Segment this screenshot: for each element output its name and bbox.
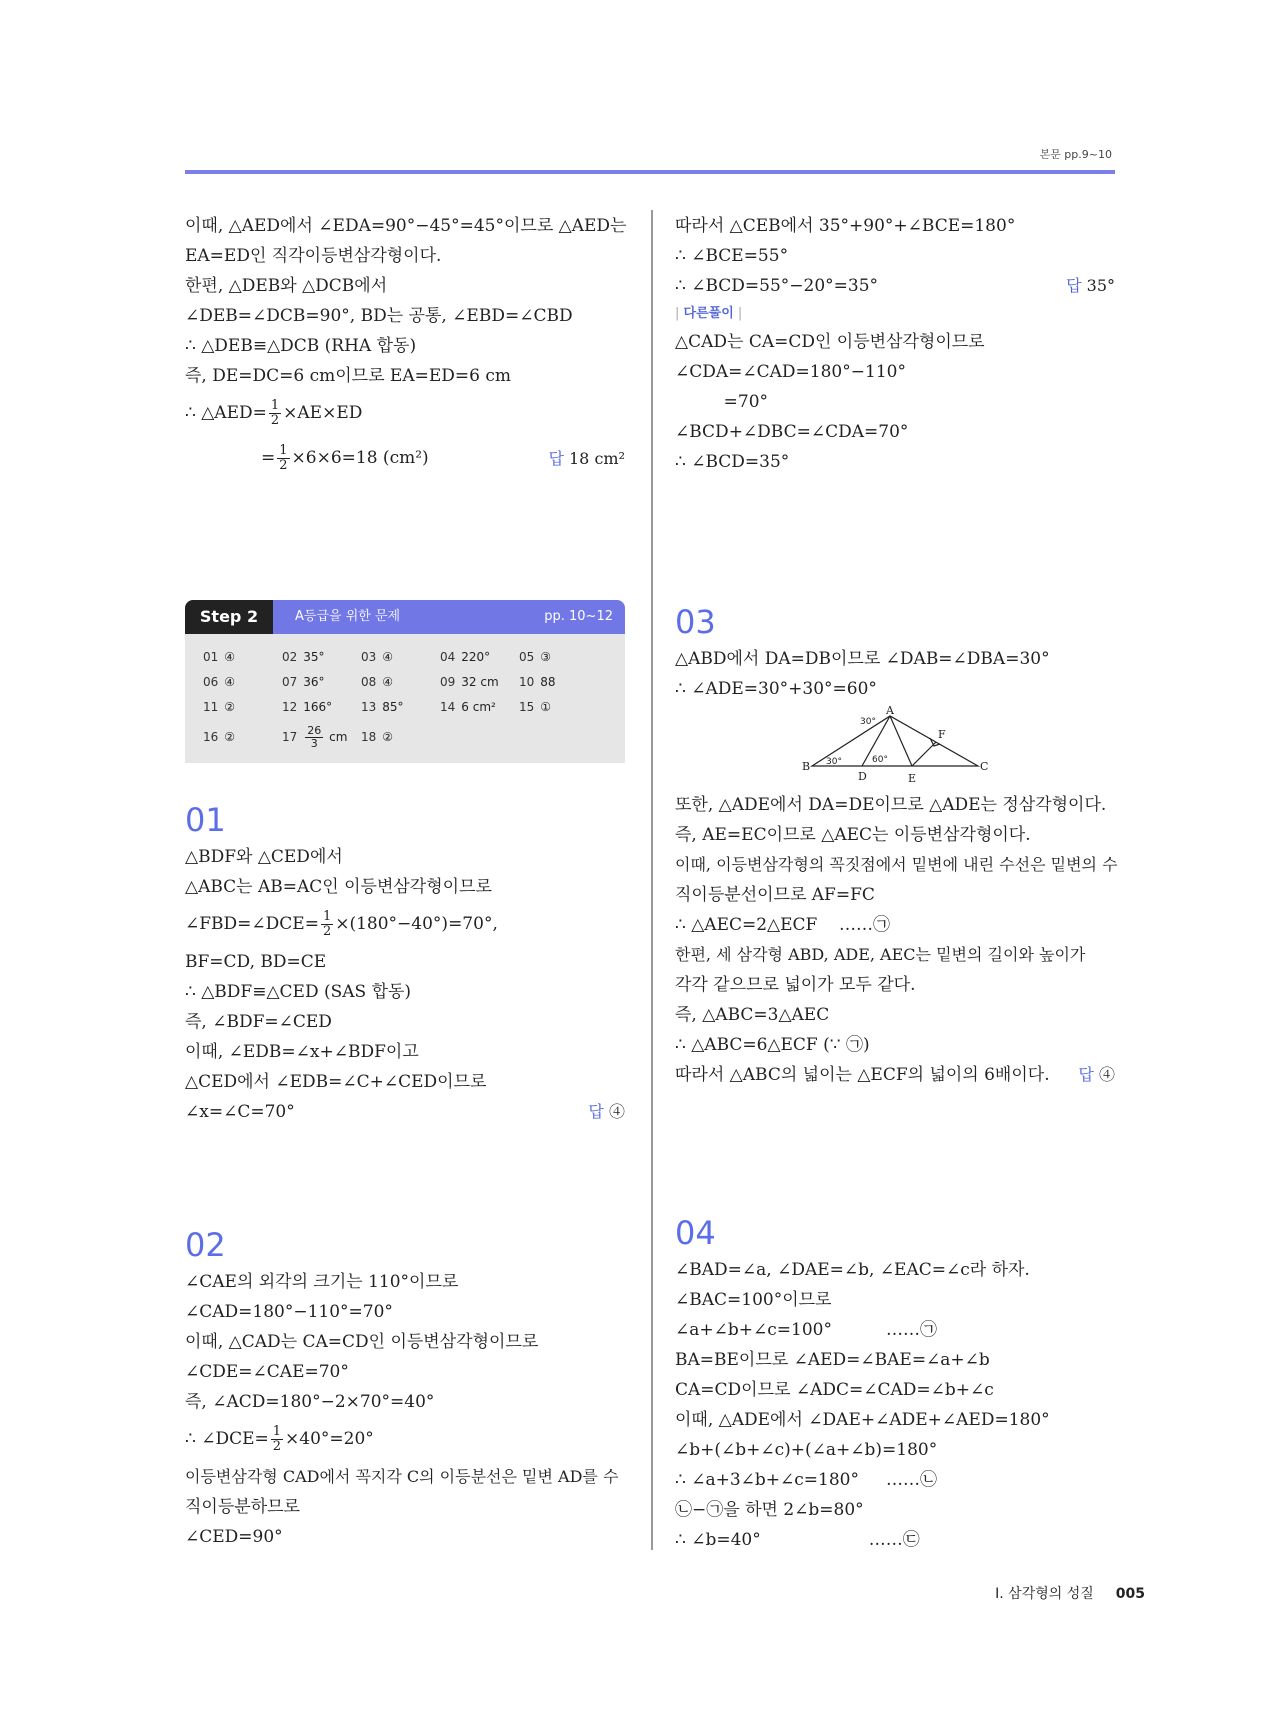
answer-cell [440, 700, 519, 714]
text-line: BA=BE이므로 ∠AED=∠BAE=∠a+∠b [675, 1350, 990, 1370]
area-formula [185, 391, 625, 436]
label-c: C [980, 760, 989, 773]
q-number: 18 [361, 730, 377, 744]
label-a: A [886, 706, 894, 717]
answer-label: 답 [1078, 1065, 1094, 1084]
angle-label: 30° [826, 757, 842, 767]
formula-rest: ×(180°−40°)=70°, [335, 914, 498, 934]
fbd-formula [185, 902, 625, 947]
q-answer: ② [224, 699, 236, 714]
q-answer: 36° [303, 674, 325, 689]
step2-pages: pp. 10~12 [544, 609, 613, 624]
q-number: 03 [361, 649, 377, 664]
answer-cell [440, 650, 519, 664]
answer-label: 답 [548, 449, 564, 468]
q-answer: 85° [382, 699, 404, 714]
text-line [675, 271, 1115, 301]
q-answer: 166° [303, 699, 333, 714]
text-line: ∴ △BDF≡△CED (SAS 합동) [185, 982, 412, 1002]
angle-label: 30° [860, 717, 876, 727]
problem-number: 01 [185, 801, 226, 839]
answer-cell [519, 700, 598, 714]
text-line: ∠CDA=∠CAD=180°−110° [675, 362, 906, 382]
q-number: 15 [519, 699, 535, 714]
problem-number: 04 [675, 1214, 716, 1252]
page-number: 005 [1115, 1586, 1145, 1602]
fraction-denominator: 2 [272, 1439, 282, 1454]
answer-cell [361, 650, 440, 664]
answer [1078, 1060, 1115, 1090]
q-answer: ④ [224, 674, 236, 689]
answer-cell [282, 650, 361, 664]
text-line: ㉡−㉠을 하면 2∠b=80° [675, 1500, 864, 1520]
answer-cell [361, 730, 440, 744]
fraction-numerator: 1 [279, 443, 288, 458]
solution-02 [185, 1225, 625, 1552]
answer-cell [203, 650, 282, 664]
text-line: ∴ △ABC=6△ECF (∵ ㉠) [675, 1035, 870, 1055]
fraction [269, 399, 281, 428]
text-line: ∠CAE의 외각의 크기는 110°이므로 [185, 1272, 459, 1292]
q-unit: cm [329, 729, 348, 744]
fraction-denominator: 2 [270, 413, 280, 428]
formula-prefix: ∴ △AED= [185, 403, 267, 423]
q-number: 10 [519, 674, 535, 689]
text-line [185, 1097, 625, 1127]
text-line: 한편, 세 삼각형 ABD, ADE, AEC는 밑변의 길이와 높이가 [675, 945, 1086, 964]
fraction-numerator: 1 [322, 909, 332, 924]
q-answer: ② [224, 730, 236, 744]
chapter-title: I. 삼각형의 성질 [995, 1586, 1094, 1602]
text-line: △ABD에서 DA=DB이므로 ∠DAB=∠DBA=30° [675, 649, 1050, 669]
q-number: 17 [282, 729, 298, 744]
label-b: B [802, 760, 811, 773]
q-number: 09 [440, 674, 456, 689]
text-line: ∠BAD=∠a, ∠DAE=∠b, ∠EAC=∠c라 하자. [675, 1260, 1030, 1280]
text-line: ∴ ∠b=40° ……㉢ [675, 1530, 920, 1550]
formula-prefix: ∴ ∠DCE= [185, 1429, 269, 1449]
text-line: 직이등분선이므로 AF=FC [675, 885, 875, 905]
fraction-numerator: 1 [272, 1424, 282, 1439]
text-line: 이때, 이등변삼각형의 꼭짓점에서 밑변에 내린 수선은 밑변의 수 [675, 855, 1118, 874]
label-text: 다른풀이 [683, 306, 734, 321]
solution-04 [675, 1213, 1115, 1555]
left-top-block [185, 211, 625, 481]
q-answer: ② [382, 730, 394, 744]
triangle-figure [800, 706, 990, 786]
text-line: ∴ ∠a+3∠b+∠c=180° ……㉡ [675, 1470, 938, 1490]
text-line: ∠CED=90° [185, 1527, 283, 1547]
q-number: 01 [203, 649, 219, 664]
q-answer: ③ [540, 649, 552, 664]
q-number: 14 [440, 699, 456, 714]
answer-value: 18 cm² [569, 449, 625, 468]
answer-row [203, 669, 607, 694]
text-line: 이때, ∠EDB=∠x+∠BDF이고 [185, 1042, 419, 1062]
fraction-denominator: 2 [322, 924, 332, 939]
solution-03 [675, 602, 1118, 1090]
q-number: 04 [440, 649, 456, 664]
answer-value: ④ [608, 1102, 625, 1121]
text-line: 이때, △AED에서 ∠EDA=90°−45°=45°이므로 △AED는 [185, 216, 627, 236]
header-rule [185, 170, 1115, 174]
text-line: ∠CAD=180°−110°=70° [185, 1302, 393, 1322]
segment-ae [890, 716, 912, 766]
text-line: ∠BCD+∠DBC=∠CDA=70° [675, 422, 909, 442]
page-reference: 본문 pp.9~10 [1039, 148, 1112, 161]
text-line: EA=ED인 직각이등변삼각형이다. [185, 246, 442, 266]
q-answer: 220° [461, 649, 491, 664]
fraction [277, 444, 289, 473]
step2-header [185, 600, 625, 634]
answer-row [203, 694, 607, 719]
fraction-denominator: 3 [310, 736, 318, 750]
step2-answer-box [185, 600, 625, 763]
formula-rest: ×AE×ED [283, 403, 363, 423]
answer-cell [361, 700, 440, 714]
problem-number: 03 [675, 603, 716, 641]
answer-cell [282, 675, 361, 689]
angle-label: 60° [872, 755, 888, 765]
text-line: 이때, △CAD는 CA=CD인 이등변삼각형이므로 [185, 1332, 539, 1352]
q-number: 07 [282, 674, 298, 689]
q-number: 02 [282, 649, 298, 664]
label-f: F [938, 728, 946, 741]
step2-tag: Step 2 [185, 600, 273, 634]
q-number: 11 [203, 699, 219, 714]
text-line: ∴ △DEB≡△DCB (RHA 합동) [185, 336, 417, 356]
right-top-block [675, 211, 1115, 477]
fraction-numerator: 1 [270, 398, 280, 413]
text-line: ∠BAC=100°이므로 [675, 1290, 832, 1310]
text-line: ∠a+∠b+∠c=100° ……㉠ [675, 1320, 937, 1340]
q-answer: ① [540, 699, 552, 714]
text-line: ∠b+(∠b+∠c)+(∠a+∠b)=180° [675, 1440, 938, 1460]
text-line: 즉, AE=EC이므로 △AEC는 이등변삼각형이다. [675, 825, 1031, 845]
segment-ef [912, 742, 936, 766]
q-number: 06 [203, 674, 219, 689]
q-number: 13 [361, 699, 377, 714]
column-divider [651, 210, 653, 1550]
text-line: △BDF와 △CED에서 [185, 847, 343, 867]
answer-cell [361, 675, 440, 689]
answer-row [203, 719, 607, 755]
answer-cell [440, 675, 519, 689]
q-answer: 32 cm [461, 674, 499, 689]
answer-row [203, 644, 607, 669]
text-line: △CAD는 CA=CD인 이등변삼각형이므로 [675, 332, 985, 352]
q-number: 08 [361, 674, 377, 689]
formula-prefix: = [261, 448, 276, 468]
text-line: 이등변삼각형 CAD에서 꼭지각 C의 이등분선은 밑변 AD를 수 [185, 1467, 619, 1486]
text-line: 직이등분하므로 [185, 1497, 300, 1517]
text-line: 따라서 △CEB에서 35°+90°+∠BCE=180° [675, 216, 1016, 236]
q-answer: 35° [303, 649, 325, 664]
text-line: ∴ ∠ADE=30°+30°=60° [675, 679, 877, 699]
title-text: A등급을 위한 문제 [295, 609, 401, 624]
answer [588, 1097, 625, 1127]
answer [548, 436, 625, 481]
text-line: ∴ ∠BCD=35° [675, 452, 790, 472]
solution-01 [185, 800, 625, 1127]
answer-cell [203, 700, 282, 714]
text-line: ∠DEB=∠DCB=90°, BD는 공통, ∠EBD=∠CBD [185, 306, 573, 326]
q-answer: ④ [382, 674, 394, 689]
text-line: 또한, △ADE에서 DA=DE이므로 △ADE는 정삼각형이다. [675, 795, 1107, 815]
step2-title [265, 600, 625, 634]
q-number: 12 [282, 699, 298, 714]
text-line: 각각 같으므로 넓이가 모두 같다. [675, 975, 916, 995]
step2-grid [185, 634, 625, 763]
problem-number: 02 [185, 1226, 226, 1264]
text-line: 이때, △ADE에서 ∠DAE+∠ADE+∠AED=180° [675, 1410, 1050, 1430]
area-calc [185, 436, 625, 481]
text-span: ∴ ∠BCD=55°−20°=35° [675, 276, 879, 296]
fraction [321, 910, 333, 939]
answer-value: ④ [1098, 1065, 1115, 1084]
text-line [675, 1060, 1115, 1090]
fraction-denominator: 2 [279, 458, 288, 473]
formula-rest: ×40°=20° [285, 1429, 374, 1449]
label-d: D [858, 770, 867, 783]
answer-value: 35° [1086, 276, 1115, 295]
formula-prefix: ∠FBD=∠DCE= [185, 914, 319, 934]
answer-label: 답 [1066, 276, 1082, 295]
text-line: ∴ ∠BCE=55° [675, 246, 789, 266]
page-footer [995, 1583, 1145, 1603]
text-line: △CED에서 ∠EDB=∠C+∠CED이므로 [185, 1072, 487, 1092]
text-line: CA=CD이므로 ∠ADC=∠CAD=∠b+∠c [675, 1380, 994, 1400]
q-answer: ④ [382, 649, 394, 664]
answer [1066, 271, 1115, 301]
text-line: ∠CDE=∠CAE=70° [185, 1362, 349, 1382]
fraction-numerator: 26 [307, 723, 322, 737]
answer-cell [282, 725, 361, 750]
q-number: 16 [203, 730, 219, 744]
text-line: △ABC는 AB=AC인 이등변삼각형이므로 [185, 877, 492, 897]
text-line: ∴ △AEC=2△ECF ……㉠ [675, 915, 890, 935]
answer-cell [282, 700, 361, 714]
q-answer: 6 cm² [461, 699, 496, 714]
text-line: 즉, △ABC=3△AEC [675, 1005, 830, 1025]
text-span: ∠x=∠C=70° [185, 1102, 295, 1122]
text-line: BF=CD, BD=CE [185, 952, 327, 972]
answer-cell [519, 650, 598, 664]
q-answer: 88 [540, 674, 556, 689]
text-line: 즉, ∠ACD=180°−2×70°=40° [185, 1392, 435, 1412]
answer-cell [203, 730, 282, 744]
text-line: 즉, DE=DC=6 cm이므로 EA=ED=6 cm [185, 366, 512, 386]
q-answer: ④ [224, 649, 236, 664]
answer-label: 답 [588, 1102, 604, 1121]
answer-cell [519, 675, 598, 689]
text-span: 따라서 △ABC의 넓이는 △ECF의 넓이의 6배이다. [675, 1065, 1050, 1085]
label-e: E [908, 772, 917, 785]
alternative-solution-label: | 다른풀이 | [675, 306, 743, 321]
text-line: 한편, △DEB와 △DCB에서 [185, 276, 388, 296]
dce-formula [185, 1417, 625, 1462]
q-number: 05 [519, 649, 535, 664]
text-line: 즉, ∠BDF=∠CED [185, 1012, 332, 1032]
text-line: =70° [675, 392, 769, 412]
fraction [271, 1425, 283, 1454]
formula-rest: ×6×6=18 (cm²) [291, 448, 429, 468]
answer-cell [203, 675, 282, 689]
fraction [305, 725, 323, 750]
